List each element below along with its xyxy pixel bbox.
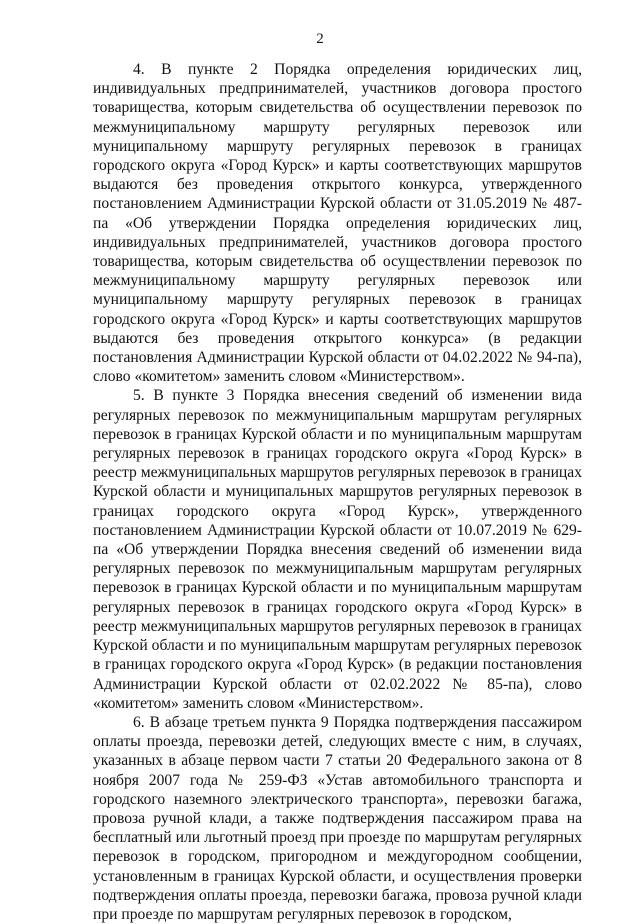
- paragraph-item-4: 4. В пункте 2 Порядка определения юридических лиц, индивидуальных предпринимателей, участников договора простого товарищества, которым свидетельства об осуществлении перевозок по межмуниципальному маршруту регулярных перевозок или муниципальному маршруту регулярных перевозок в границах городского округа «Город Курск» и карты соответствующих маршрутов выдаются без проведения открытого конкурса, утвержденного постановлением Администрации Курской области от 31.05.2019 № 487-па «Об утверждении Порядка определения юридических лиц, индивидуальных предпринимателей, участников договора простого товарищества, которым свидетельства об осуществлении перевозок по межмуниципальному маршруту регулярных перевозок или муниципальному маршруту регулярных перевозок в границах городского округа «Город Курск» и карты соответствующих маршрутов выдаются без проведения открытого конкурса» (в редакции постановления Администрации Курской области от 04.02.2022 № 94-па), слово «комитетом» заменить словом «Министерством».: [93, 61, 582, 386]
- paragraph-item-6: 6. В абзаце третьем пункта 9 Порядка подтверждения пассажиром оплаты проезда, перевозки детей, следующих вместе с ним, в случаях, указанных в абзаце первом части 7 статьи 20 Федерального закона от 8 ноября 2007 года № 259-ФЗ «Устав автомобильного транспорта и городского наземного электрического транспорта», перевозки багажа, провоза ручной клади, а также подтверждения пассажиром права на бесплатный или льготный проезд при проезде по маршрутам регулярных перевозок в городском, пригородном и междугородном сообщении, установленным в границах Курской области, и осуществления проверки подтверждения оплаты проезда, перевозки багажа, провоза ручной клади при проезде по маршрутам регулярных перевозок в городском,: [93, 713, 582, 923]
- paragraph-item-5: 5. В пункте 3 Порядка внесения сведений об изменении вида регулярных перевозок по межмуниципальным маршрутам регулярных перевозок в границах Курской области и по муниципальным маршрутам регулярных перевозок в границах городского округа «Город Курск» в реестр межмуниципальных маршрутов регулярных перевозок в границах Курской области и муниципальных маршрутов регулярных перевозок в границах городского округа «Город Курск», утвержденного постановлением Администрации Курской области от 10.07.2019 № 629-па «Об утверждении Порядка внесения сведений об изменении вида регулярных перевозок по межмуниципальным маршрутам регулярных перевозок в границах Курской области и по муниципальным маршрутам регулярных перевозок в границах городского округа «Город Курск» в реестр межмуниципальных маршрутов регулярных перевозок в границах Курской области и по муниципальным маршрутам регулярных перевозок в границах городского округа «Город Курск» (в редакции постановления Администрации Курской области от 02.02.2022 № 85-па), слово «комитетом» заменить словом «Министерством».: [93, 387, 582, 712]
- page-number: 2: [316, 31, 324, 47]
- document-body: [93, 60, 582, 924]
